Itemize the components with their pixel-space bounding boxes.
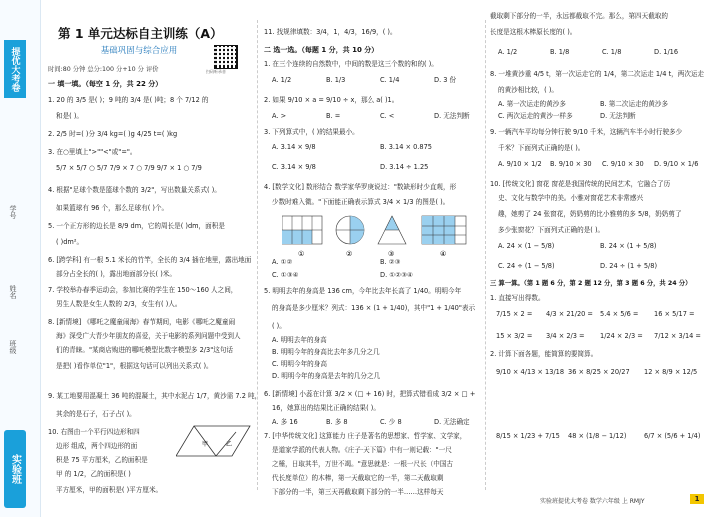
column-divider — [257, 20, 258, 490]
question-8-cont3: 是把( )看作单位"1"，根据这句话可以列出关系式( )。 — [56, 362, 213, 370]
mc-10-option-c[interactable]: C. 24 ÷ (1 − 5/8) — [498, 262, 555, 270]
shape-label-jia: 甲 — [202, 441, 209, 448]
mc-8-option-a[interactable]: A. 第一次运走的黄沙多 — [498, 100, 566, 108]
mc-5-option-c[interactable]: C. 明明今年的身高 — [272, 360, 327, 368]
question-5-cont: ( )dm²。 — [56, 238, 84, 246]
question-8: 8. [新情境] 《哪吒之魔童闹海》春节期间，电影《哪吒之魔童闹 — [48, 318, 236, 326]
section-3-heading: 三 算一算。（第 1 题 6 分，第 2 题 12 分，第 3 题 6 分，共 24 分） — [490, 280, 692, 287]
oral-calc-5[interactable]: 15 × 3/2 = — [496, 332, 533, 340]
figure-3-label: ③ — [388, 250, 395, 258]
mc-question-7-cont6: 长度是这根木棒原长度的( )。 — [490, 28, 577, 36]
question-8-cont2: 们的青睐。"某商店购进的哪吒模型比数字模型多 2/3"这句话 — [56, 346, 234, 354]
oral-calc-8[interactable]: 7/12 × 3/14 = — [654, 332, 701, 340]
mc-question-8: 8. 一堆黄沙重 4/5 t，第一次运走它的 1/4，第二次运走 1/4 t，两次运走 — [490, 70, 705, 78]
calc-expr-4[interactable]: 8/15 × 1/23 + 7/15 — [496, 432, 560, 440]
brand-tab: 提优大考卷 — [4, 40, 26, 98]
question-9-cont: 其余的是石子，石子占( )。 — [56, 410, 136, 418]
mc-question-10: 10. [传统文化] 窗花 窗花是我国传统的民间艺术，它融合了历 — [490, 180, 671, 188]
question-10: 10. 右图由一个平行四边形和四 — [48, 428, 140, 436]
question-10-cont2: 积是 75 平方厘米，乙的面积是 — [56, 456, 148, 464]
figure-4 — [422, 216, 466, 258]
mc-1-option-a[interactable]: A. 1/2 — [272, 76, 292, 84]
mc-3-option-c[interactable]: C. 3.14 × 9/8 — [272, 163, 316, 171]
question-1: 1. 20 的 3/5 是( )；9 吨的 3/4 是( )吨；8 个 7/12 的 — [48, 96, 209, 104]
oral-calc-3[interactable]: 5.4 × 5/6 = — [600, 310, 639, 318]
mc-question-5-cont2: ( )。 — [272, 322, 286, 330]
column-2 — [262, 0, 484, 505]
oral-calc-1[interactable]: 7/15 × 2 = — [496, 310, 533, 318]
mc-3-option-d[interactable]: D. 3.14 ÷ 1.25 — [380, 163, 429, 171]
calc-expr-1[interactable]: 9/10 × 4/13 × 13/18 — [496, 368, 565, 376]
mc-question-5-cont: 的身高是多少厘米？列式：136 × (1 + 1/40)，其中"1 + 1/40"表示 — [272, 304, 476, 312]
calc-question-1: 1. 直接写出得数。 — [490, 294, 545, 302]
question-10-cont4: 平方厘米，甲的面积是( )平方厘米。 — [56, 486, 163, 494]
mc-4-option-d[interactable]: D. ①②③④ — [380, 271, 413, 279]
mc-1-option-b[interactable]: B. 1/3 — [326, 76, 346, 84]
question-3-items: 5/7 × 5/7 ○ 5/7 7/9 × 7 ○ 7/9 9/7 × 1 ○ 7/9 — [56, 164, 202, 172]
bottom-brand-tab: 实验班 — [4, 430, 26, 508]
mc-5-option-b[interactable]: B. 明明今年的身高比去年多几分之几 — [272, 348, 380, 356]
qr-label: 扫码听录音 — [206, 69, 226, 74]
mc-9-option-c[interactable]: C. 9/10 × 30 — [602, 160, 644, 168]
question-6-cont: 部分占全长的( )，露出地面部分长( )米。 — [56, 270, 176, 278]
mc-question-10-cont3: 多少张窗花？下面列式正确的是( )。 — [498, 226, 605, 234]
mc-question-8-cont: 的黄沙相比较，( )。 — [498, 86, 558, 94]
section-2-heading: 二 选一选。（每题 1 分，共 10 分） — [264, 46, 379, 54]
mc-5-option-a[interactable]: A. 明明去年的身高 — [272, 336, 327, 344]
mc-8-option-b[interactable]: B. 第二次运走的黄沙多 — [600, 100, 669, 108]
mc-2-option-d[interactable]: D. 无法判断 — [434, 112, 470, 120]
mc-7-option-a[interactable]: A. 1/2 — [498, 48, 518, 56]
name-label: 姓名 — [9, 285, 17, 299]
figure-1 — [282, 216, 322, 258]
mc-question-6-cont: 16，她算出的结果比正确的结果( )。 — [272, 404, 380, 412]
figure-4-label: ④ — [440, 250, 447, 258]
question-1-cont: 和是( )。 — [56, 112, 84, 120]
page-number: 1 — [690, 494, 704, 504]
calc-expr-3[interactable]: 12 × 8/9 × 12/5 — [644, 368, 698, 376]
question-3: 3. 在○里填上">""<"或"="。 — [48, 148, 137, 156]
question-6: 6. [跨学科] 有一根 5.1 米长的竹竿，全长的 3/4 插在地里，露出地面 — [48, 256, 252, 264]
mc-6-option-b[interactable]: B. 多 8 — [326, 418, 348, 426]
mc-4-option-b[interactable]: B. ②③ — [380, 258, 401, 266]
calc-question-2: 2. 计算下面各题，能简算的要简算。 — [490, 350, 598, 358]
column-1 — [46, 0, 262, 505]
mc-question-7-cont4: 下部分的一半，第三天再截取剩下部分的一半……这样每天 — [272, 488, 444, 496]
question-11: 11. 找规律填数：3/4，1，4/3，16/9，( )。 — [264, 28, 397, 36]
mc-3-option-a[interactable]: A. 3.14 × 9/8 — [272, 143, 316, 151]
shape-label-yi: 乙 — [226, 441, 233, 448]
figure-2 — [336, 216, 364, 258]
mc-8-option-d[interactable]: D. 无法判断 — [600, 112, 636, 120]
mc-question-1: 1. 在三个连续的自然数中，中间的数是这三个数的和的( )。 — [264, 60, 438, 68]
mc-question-7: 7. [中华传统文化] 这算能力 庄子是著名的思想家、哲学家、文学家， — [264, 432, 467, 440]
mc-question-3: 3. 下列算式中，( )的结果最小。 — [264, 128, 359, 136]
mc-7-option-b[interactable]: B. 1/8 — [550, 48, 570, 56]
footer-text: 实验班提优大考卷 数学六年级 上 RMJY — [540, 498, 645, 505]
mc-question-10-cont1: 史、文化与数学中的美。小雅对窗花艺术非常感兴 — [498, 194, 644, 202]
oral-calc-4[interactable]: 16 × 5/17 = — [654, 310, 695, 318]
mc-10-option-a[interactable]: A. 24 × (1 − 5/8) — [498, 242, 555, 250]
question-7: 7. 学校举办春季运动会，参加比赛的学生在 150～160 人之间， — [48, 286, 238, 294]
mc-question-7-cont5: 截取剩下部分的一半，永远都截取不完。那么，第四天截取的 — [490, 12, 669, 20]
mc-1-option-d[interactable]: D. 3 份 — [434, 76, 457, 84]
fraction-figures — [282, 214, 482, 258]
mc-7-option-d[interactable]: D. 1/16 — [654, 48, 679, 56]
mc-8-option-c[interactable]: C. 两次运走的黄沙一样多 — [498, 112, 573, 120]
page-title: 第 1 单元达标自主训练（A） — [58, 26, 223, 41]
mc-question-6: 6. [新情境] 小蕊在计算 3/2 × (□ + 16) 时，把算式错看成 3/2 × □ + — [264, 390, 476, 398]
mc-question-7-cont3: 代长度单位）的木棒，第一天截取它的一半，第二天截取剩 — [272, 474, 444, 482]
oral-calc-2[interactable]: 4/3 × 21/20 = — [546, 310, 593, 318]
section-1-heading: 一 填一填。（每空 1 分，共 22 分） — [48, 80, 163, 88]
mc-question-7-cont2: 之棰，日取其半，万世不竭。"意思就是：一根一尺长（中国古 — [272, 460, 454, 468]
question-9: 9. 某工地要用混凝土 36 吨的混凝土，其中水泥占 1/7，黄沙需 7.2 吨， — [48, 392, 262, 400]
calc-expr-6[interactable]: 6/7 × (5/6 + 1/4) — [644, 432, 701, 440]
question-10-cont3: 甲 的 1/2，乙的面积是( ) — [56, 470, 131, 478]
mc-question-4-cont: 少数时难入微。"下面能正确表示算式 3/4 × 1/3 的图是( )。 — [272, 198, 450, 206]
mc-6-option-c[interactable]: C. 少 8 — [380, 418, 402, 426]
mc-question-5: 5. 明明去年的身高是 136 cm，今年比去年长高了 1/40。明明今年 — [264, 287, 462, 295]
mc-question-10-cont2: 趣，她剪了 24 张窗花，奶奶剪的比小雅剪的多 5/8，奶奶剪了 — [498, 210, 682, 218]
question-2: 2. 2/5 时=( )分 3/4 kg=( )g 4/25 t=( )kg — [48, 130, 178, 138]
student-id-label: 学号 — [9, 205, 17, 219]
column-divider — [485, 20, 486, 490]
figure-3 — [378, 216, 406, 258]
mc-10-option-d[interactable]: D. 24 ÷ (1 + 5/8) — [600, 262, 658, 270]
column-3 — [488, 0, 713, 505]
oral-calc-6[interactable]: 3/4 × 2/3 = — [546, 332, 585, 340]
question-4: 4. 根据"足球个数是篮球个数的 3/2"，写出数量关系式( )。 — [48, 186, 221, 194]
oral-calc-7[interactable]: 1/24 × 2/3 = — [600, 332, 643, 340]
mc-question-4: 4. [数学文化] 数形结合 数学家华罗庚说过："数缺形时少直观，形 — [264, 183, 457, 191]
mc-9-option-d[interactable]: D. 9/10 × 1/6 — [654, 160, 699, 168]
mc-question-9-cont: 千米？下面列式正确的是( )。 — [498, 144, 585, 152]
page-subtitle: 基础巩固与综合应用 — [100, 46, 178, 56]
mc-4-option-a[interactable]: A. ①② — [272, 258, 293, 266]
question-8-cont1: 海》深受广大青少年朋友的喜爱，关于电影的系列问题中受到人 — [56, 332, 241, 340]
mc-2-option-c[interactable]: C. < — [380, 112, 395, 120]
parallelogram-figure — [176, 424, 252, 460]
question-4-cont: 如果篮球有 96 个，那么足球有( )个。 — [56, 204, 169, 212]
mc-9-option-a[interactable]: A. 9/10 × 1/2 — [498, 160, 542, 168]
calc-expr-2[interactable]: 36 × 8/25 × 20/27 — [568, 368, 630, 376]
mc-10-option-b[interactable]: B. 24 × (1 + 5/8) — [600, 242, 657, 250]
figure-2-label: ② — [346, 250, 353, 258]
mc-9-option-b[interactable]: B. 9/10 × 30 — [550, 160, 592, 168]
mc-question-2: 2. 如果 9/10 × a = 9/10 ÷ x，那么 a( )1。 — [264, 96, 399, 104]
exam-meta: 时间:80 分钟 总分:100 分+10 分 评价 — [48, 66, 159, 73]
class-label: 班级 — [9, 340, 17, 354]
mc-question-7-cont1: 是道家学派的代表人物。《庄子·天下篇》中有一则记载："一尺 — [272, 446, 452, 454]
question-5: 5. 一个正方形的边长是 8/9 dm，它的周长是( )dm，面积是 — [48, 222, 225, 230]
mc-4-option-c[interactable]: C. ①③④ — [272, 271, 299, 279]
mc-3-option-b[interactable]: B. 3.14 × 0.875 — [380, 143, 432, 151]
question-7-cont: 男生人数是女生人数的 2/3，女生有( )人。 — [56, 300, 182, 308]
mc-1-option-c[interactable]: C. 1/4 — [380, 76, 400, 84]
calc-expr-5[interactable]: 48 × (1/8 − 1/12) — [568, 432, 627, 440]
mc-7-option-c[interactable]: C. 1/8 — [602, 48, 622, 56]
mc-2-option-a[interactable]: A. > — [272, 112, 287, 120]
figure-1-label: ① — [298, 250, 305, 258]
question-10-cont1: 边形 组成，两个四边形的面 — [56, 442, 138, 450]
mc-6-option-d[interactable]: D. 无法确定 — [434, 418, 470, 426]
mc-question-9: 9. 一辆汽车平均每分钟行驶 9/10 千米，这辆汽车半小时行驶多少 — [490, 128, 683, 136]
mc-2-option-b[interactable]: B. = — [326, 112, 341, 120]
mc-5-option-d[interactable]: D. 明明今年的身高是去年的几分之几 — [272, 372, 381, 380]
mc-6-option-a[interactable]: A. 多 16 — [272, 418, 298, 426]
